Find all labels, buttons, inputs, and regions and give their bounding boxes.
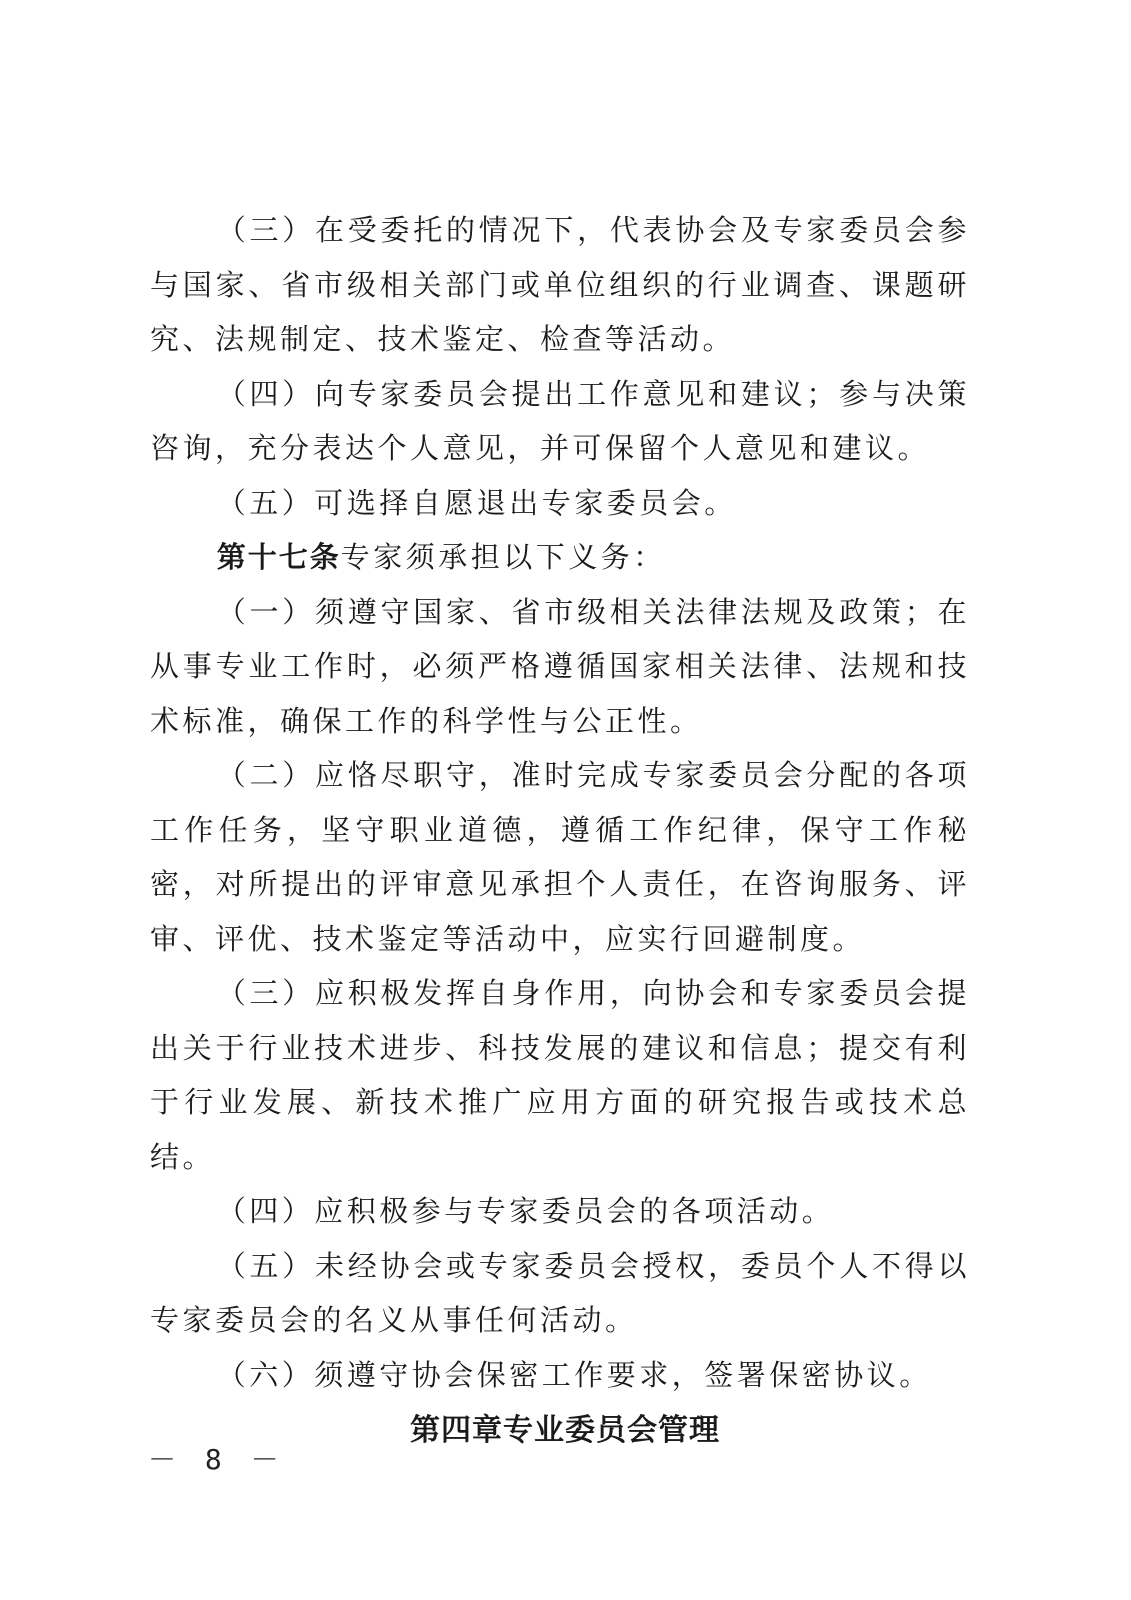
article-17-text: 专家须承担以下义务： (340, 540, 666, 574)
paragraph-duty-1: （一）须遵守国家、省市级相关法律法规及政策；在从事专业工作时，必须严格遵循国家相关法律、法规和技术标准，确保工作的科学性与公正性。 (150, 594, 970, 738)
paragraph-duty-2: （二）应恪尽职守，准时完成专家委员会分配的各项工作任务，坚守职业道德，遵循工作纪律，保守工作秘密，对所提出的评审意见承担个人责任，在咨询服务、评审、评优、技术鉴定等活动中，应实行回避制度。 (150, 758, 970, 956)
paragraph-duty-3: （三）应积极发挥自身作用，向协会和专家委员会提出关于行业技术进步、科技发展的建议和信息；提交有利于行业发展、新技术推广应用方面的研究报告或技术总结。 (150, 976, 970, 1174)
page-number: － 8 － (148, 1443, 285, 1476)
paragraph-duty-6: （六）须遵守协会保密工作要求，签署保密协议。 (216, 1357, 932, 1392)
page-content (150, 203, 970, 1460)
article-17 (150, 530, 970, 585)
article-17-number: 第十七条 (216, 540, 341, 574)
paragraph-rights-5: （五）可选择自愿退出专家委员会。 (216, 485, 737, 520)
paragraph-duty-4: （四）应积极参与专家委员会的各项活动。 (216, 1194, 835, 1228)
paragraph-rights-3: （三）在受委托的情况下，代表协会及专家委员会参与国家、省市级相关部门或单位组织的行业调查、课题研究、法规制定、技术鉴定、检查等活动。 (150, 213, 970, 356)
paragraph-rights-4: （四）向专家委员会提出工作意见和建议；参与决策咨询，充分表达个人意见，并可保留个人意见和建议。 (150, 376, 970, 465)
paragraph-duty-5: （五）未经协会或专家委员会授权，委员个人不得以专家委员会的名义从事任何活动。 (150, 1248, 970, 1337)
chapter-heading: 第四章专业委员会管理 (410, 1413, 720, 1448)
